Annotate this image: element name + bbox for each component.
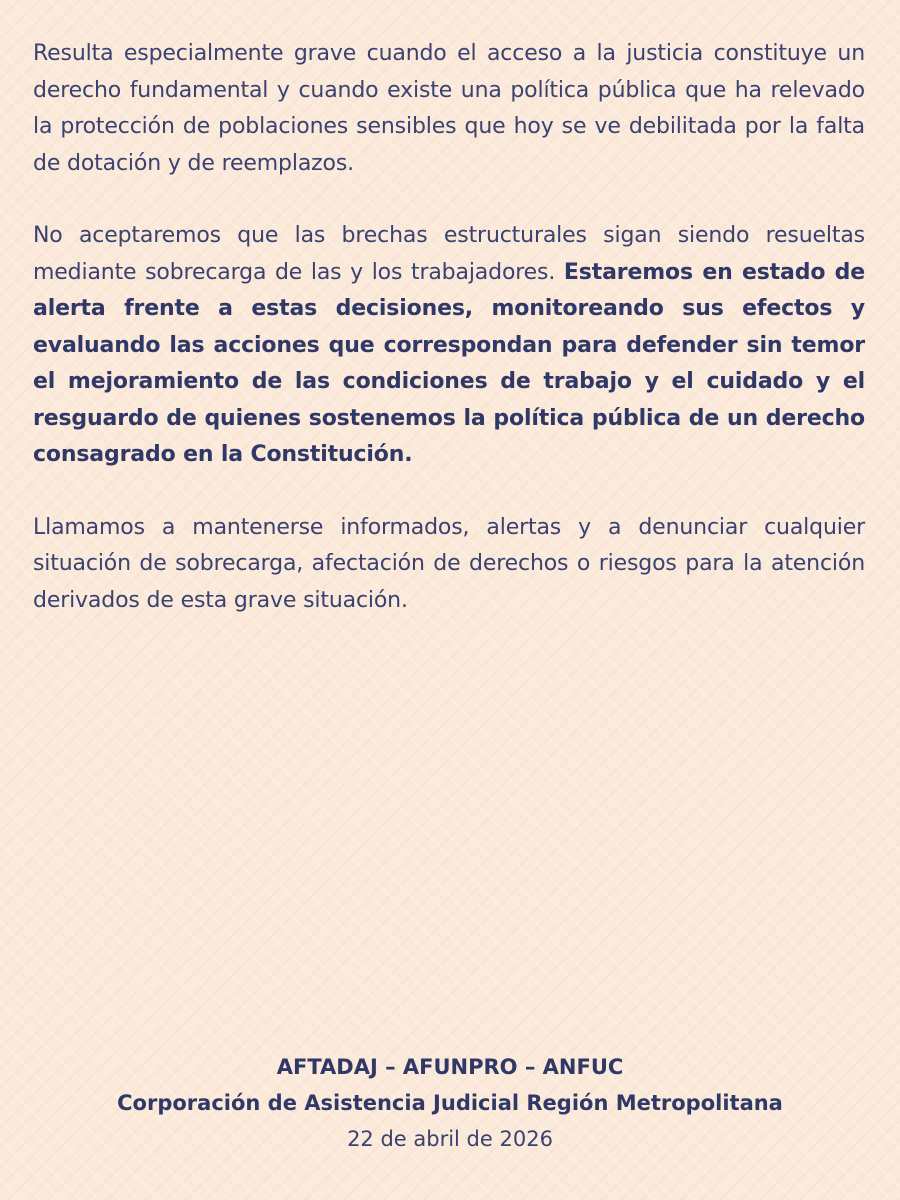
paragraph-3: Llamamos a mantenerse informados, alertas y a denunciar cualquier situación de sobrecarga, afectación de derechos o riesgos para la atención derivados de esta grave situación. [33,514,865,613]
statement-date: 22 de abril de 2026 [347,1127,553,1151]
statement-body [33,36,865,655]
organization-name: Corporación de Asistencia Judicial Región Metropolitana [117,1091,783,1115]
paragraph-2 [33,218,865,474]
paragraph-2-regular-text: No aceptaremos que las brechas estructurales sigan siendo resueltas mediante sobrecarga de las y los trabajadores. [33,223,865,285]
paragraph-1: Resulta especialmente grave cuando el acceso a la justicia constituye un derecho fundamental y cuando existe una política pública que ha relevado la protección de poblaciones sensibles que hoy se ve debilitada por la falta de dotación y de reemplazos. [33,41,865,176]
union-names: AFTADAJ – AFUNPRO – ANFUC [276,1055,624,1079]
signature-block [0,1049,900,1157]
paragraph-2-bold-text: Estaremos en estado de alerta frente a estas decisiones, monitoreando sus efectos y evaluando las acciones que correspondan para defender sin temor el mejoramiento de las condiciones de trabajo y el cuidado y el resguardo de quienes sostenemos la política pública de un derecho consagrado en la Constitución. [33,259,866,467]
